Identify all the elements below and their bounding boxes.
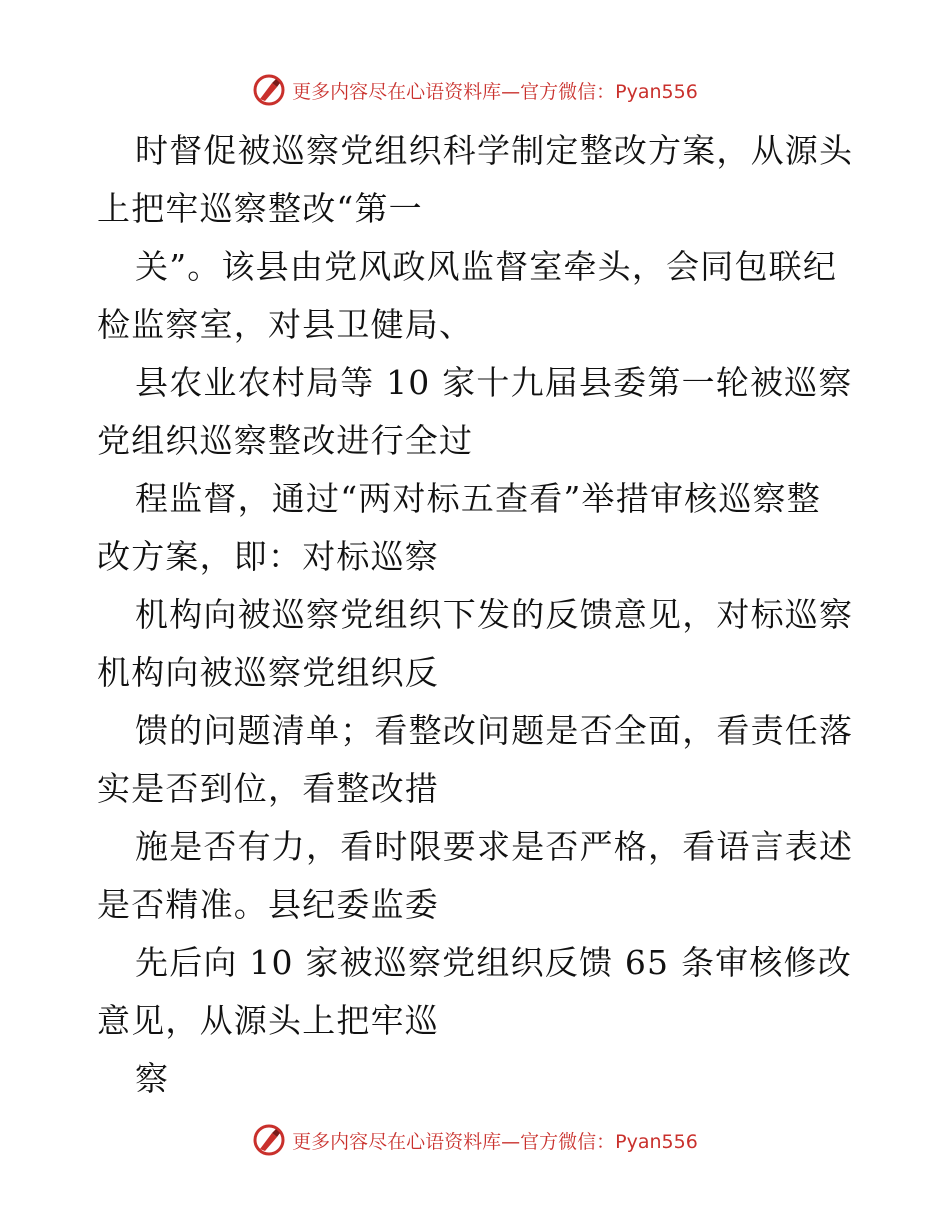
document-body [97,122,857,1108]
text-line: 先后向 10 家被巡察党组织反馈 65 条审核修改 [135,943,852,982]
text-line: 机构向被巡察党组织下发的反馈意见，对标巡察 [135,595,854,634]
text-line: 馈的问题清单；看整改问题是否全面，看责任落 [135,711,854,750]
text-line: 改方案，即：对标巡察 [97,537,439,576]
text-line: 党组织巡察整改进行全过 [97,421,474,460]
pen-logo-icon [252,73,286,107]
text-line: 意见，从源头上把牢巡 [97,1001,439,1040]
text-line: 关”。该县由党风政风监督室牵头，会同包联纪 [135,247,838,286]
text-line: 上把牢巡察整改“第一 [97,189,423,228]
pen-logo-icon [252,1123,286,1157]
text-line: 察 [135,1059,170,1098]
text-line: 是否精准。县纪委监委 [97,885,439,924]
text-line: 检监察室，对县卫健局、 [97,305,474,344]
watermark-text: 更多内容尽在心语资料库—官方微信：Pyan556 [292,1130,698,1153]
header-watermark [0,70,950,110]
text-line: 县农业农村局等 10 家十九届县委第一轮被巡察 [135,363,853,402]
text-line: 程监督，通过“两对标五查看”举措审核巡察整 [135,479,821,518]
text-line: 实是否到位，看整改措 [97,769,439,808]
watermark-text: 更多内容尽在心语资料库—官方微信：Pyan556 [292,80,698,103]
text-line: 时督促被巡察党组织科学制定整改方案，从源头 [135,131,854,170]
text-line: 机构向被巡察党组织反 [97,653,439,692]
text-line: 施是否有力，看时限要求是否严格，看语言表述 [135,827,854,866]
footer-watermark [0,1120,950,1160]
